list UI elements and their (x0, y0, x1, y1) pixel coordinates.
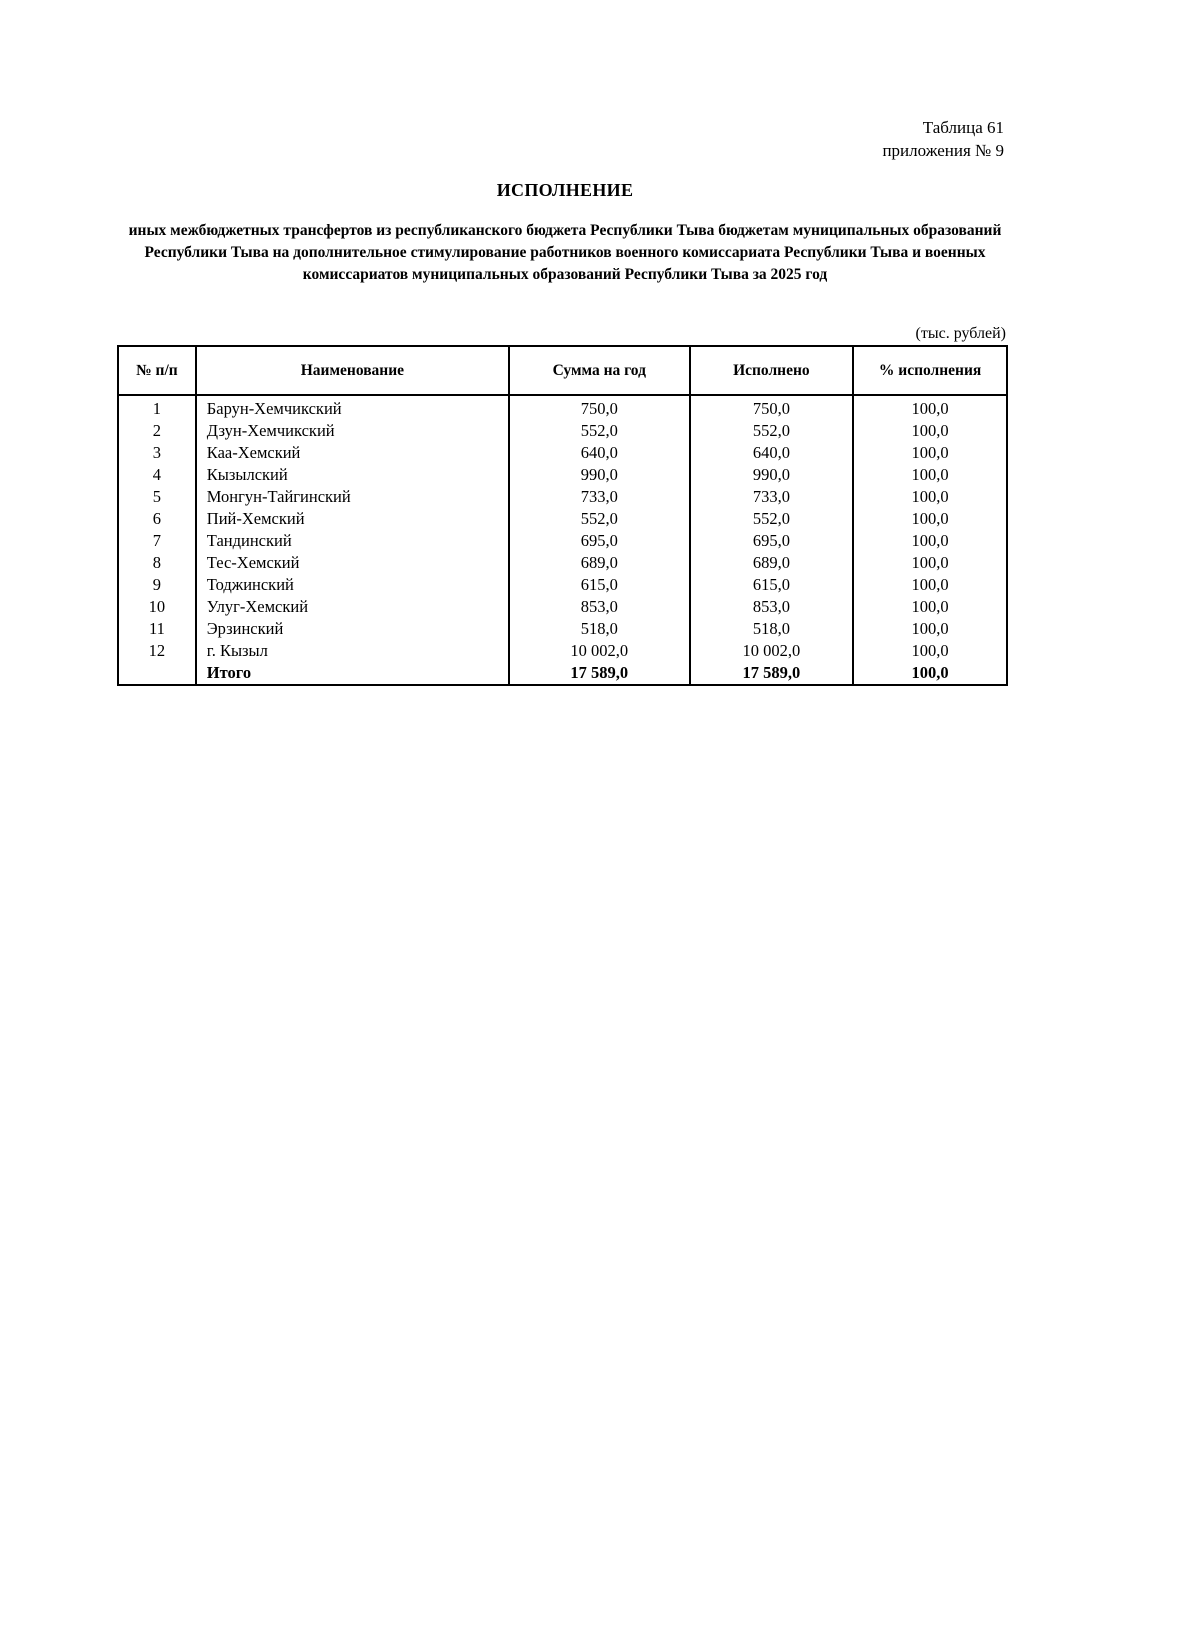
row-name: Улуг-Хемский (196, 596, 509, 618)
table-total-row (118, 662, 1007, 685)
table-reference (882, 116, 1004, 162)
row-executed-amount: 750,0 (690, 395, 854, 420)
document-subtitle: иных межбюджетных трансфертов из республиканского бюджета Республики Тыва бюджетам муниципальных образований Республики Тыва на дополнительное стимулирование работников военного комиссариата Республики Тыва и военных комиссариатов муниципальных образований Республики Тыва за 2025 год (128, 222, 1002, 283)
row-name: Пий-Хемский (196, 508, 509, 530)
row-executed-amount: 689,0 (690, 552, 854, 574)
row-name: Тоджинский (196, 574, 509, 596)
row-execution-percent: 100,0 (853, 508, 1007, 530)
row-execution-percent: 100,0 (853, 640, 1007, 662)
total-number (118, 662, 196, 685)
table-body (118, 395, 1007, 685)
total-executed-amount: 17 589,0 (690, 662, 854, 685)
row-name: Каа-Хемский (196, 442, 509, 464)
row-number: 4 (118, 464, 196, 486)
row-plan-amount: 853,0 (509, 596, 690, 618)
row-execution-percent: 100,0 (853, 464, 1007, 486)
row-execution-percent: 100,0 (853, 574, 1007, 596)
row-executed-amount: 552,0 (690, 508, 854, 530)
row-executed-amount: 518,0 (690, 618, 854, 640)
row-number: 12 (118, 640, 196, 662)
row-name: Эрзинский (196, 618, 509, 640)
row-executed-amount: 10 002,0 (690, 640, 854, 662)
column-header-number: № п/п (118, 346, 196, 395)
row-execution-percent: 100,0 (853, 530, 1007, 552)
row-plan-amount: 750,0 (509, 395, 690, 420)
row-plan-amount: 518,0 (509, 618, 690, 640)
table-row (118, 442, 1007, 464)
row-executed-amount: 552,0 (690, 420, 854, 442)
row-number: 9 (118, 574, 196, 596)
row-execution-percent: 100,0 (853, 442, 1007, 464)
row-plan-amount: 615,0 (509, 574, 690, 596)
row-executed-amount: 733,0 (690, 486, 854, 508)
row-number: 10 (118, 596, 196, 618)
row-number: 1 (118, 395, 196, 420)
table-row (118, 574, 1007, 596)
row-execution-percent: 100,0 (853, 395, 1007, 420)
row-executed-amount: 615,0 (690, 574, 854, 596)
total-name: Итого (196, 662, 509, 685)
row-number: 3 (118, 442, 196, 464)
row-executed-amount: 695,0 (690, 530, 854, 552)
row-number: 7 (118, 530, 196, 552)
row-plan-amount: 10 002,0 (509, 640, 690, 662)
row-name: Дзун-Хемчикский (196, 420, 509, 442)
unit-note: (тыс. рублей) (915, 325, 1006, 342)
row-name: Тандинский (196, 530, 509, 552)
table-row (118, 420, 1007, 442)
table-row (118, 552, 1007, 574)
column-header-plan: Сумма на год (509, 346, 690, 395)
row-plan-amount: 689,0 (509, 552, 690, 574)
table-row (118, 618, 1007, 640)
row-plan-amount: 552,0 (509, 420, 690, 442)
row-name: Монгун-Тайгинский (196, 486, 509, 508)
total-plan-amount: 17 589,0 (509, 662, 690, 685)
row-plan-amount: 640,0 (509, 442, 690, 464)
row-name: Барун-Хемчикский (196, 395, 509, 420)
table-row (118, 596, 1007, 618)
row-name: г. Кызыл (196, 640, 509, 662)
row-name: Тес-Хемский (196, 552, 509, 574)
execution-table (117, 345, 1008, 686)
column-header-done: Исполнено (690, 346, 854, 395)
row-plan-amount: 695,0 (509, 530, 690, 552)
row-plan-amount: 733,0 (509, 486, 690, 508)
row-executed-amount: 990,0 (690, 464, 854, 486)
table-header-row (118, 346, 1007, 395)
row-execution-percent: 100,0 (853, 486, 1007, 508)
row-number: 8 (118, 552, 196, 574)
row-execution-percent: 100,0 (853, 596, 1007, 618)
table-row (118, 530, 1007, 552)
document-title: ИСПОЛНЕНИЕ (496, 180, 634, 200)
table-row (118, 508, 1007, 530)
table-row (118, 486, 1007, 508)
row-execution-percent: 100,0 (853, 420, 1007, 442)
table-row (118, 640, 1007, 662)
table-number-label: Таблица 61 (922, 118, 1004, 137)
appendix-label: приложения № 9 (882, 141, 1004, 160)
row-number: 11 (118, 618, 196, 640)
row-execution-percent: 100,0 (853, 618, 1007, 640)
column-header-percent: % исполнения (853, 346, 1007, 395)
total-execution-percent: 100,0 (853, 662, 1007, 685)
row-name: Кызылский (196, 464, 509, 486)
table-row (118, 464, 1007, 486)
row-executed-amount: 640,0 (690, 442, 854, 464)
row-number: 5 (118, 486, 196, 508)
column-header-name: Наименование (196, 346, 509, 395)
row-number: 6 (118, 508, 196, 530)
row-number: 2 (118, 420, 196, 442)
row-plan-amount: 990,0 (509, 464, 690, 486)
row-executed-amount: 853,0 (690, 596, 854, 618)
row-execution-percent: 100,0 (853, 552, 1007, 574)
table-row (118, 395, 1007, 420)
row-plan-amount: 552,0 (509, 508, 690, 530)
